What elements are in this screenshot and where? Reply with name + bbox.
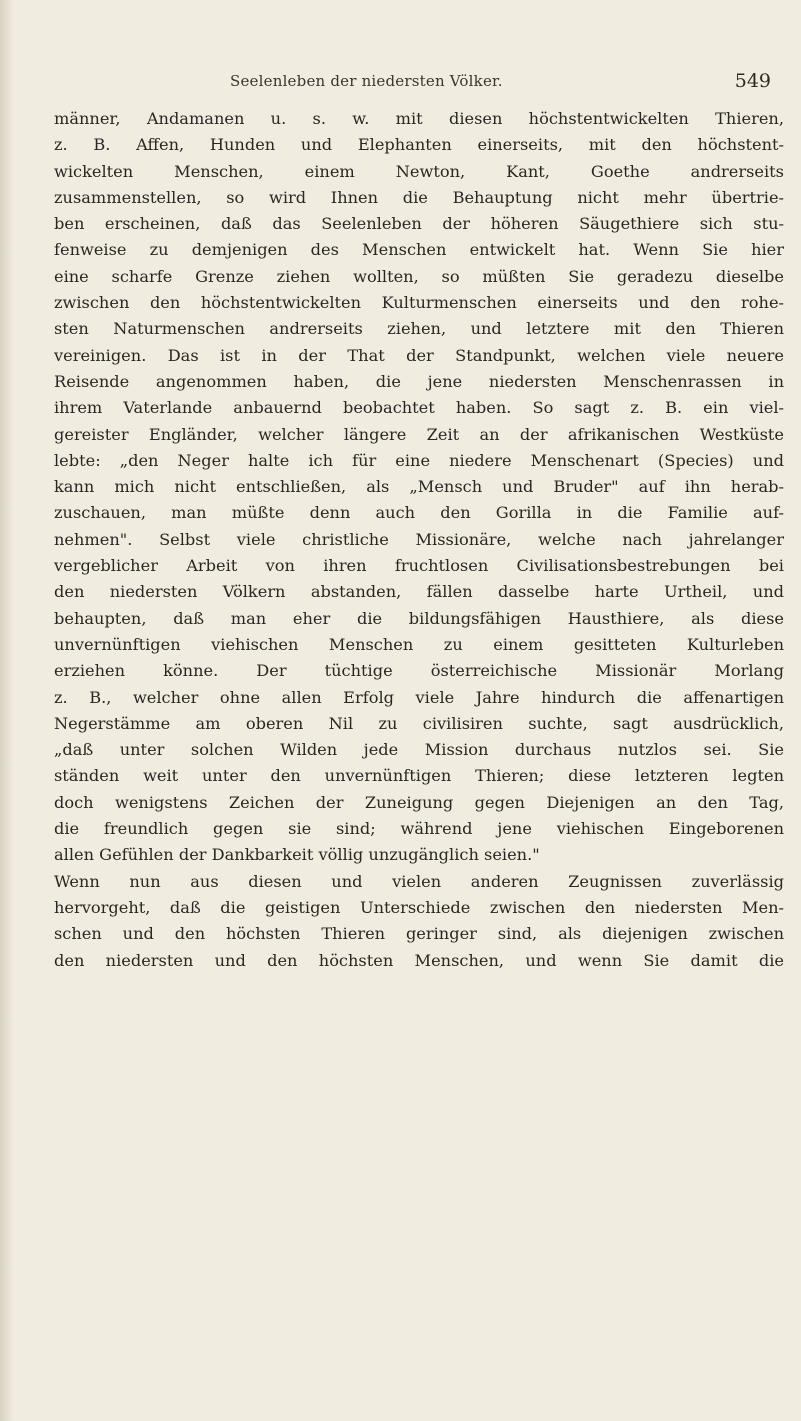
text-line: zwischen den höchstentwickelten Kulturmenschen einerseits und den rohe- bbox=[54, 293, 784, 313]
text-line: doch wenigstens Zeichen der Zuneigung gegen Diejenigen an den Tag, bbox=[54, 792, 784, 812]
text-line: Reisende angenommen haben, die jene niedersten Menschenrassen in bbox=[54, 371, 784, 391]
text-line: gereister Engländer, welcher längere Zeit an der afrikanischen Westküste bbox=[54, 424, 784, 444]
text-line: die freundlich gegen sie sind; während jene viehischen Eingeborenen bbox=[54, 819, 784, 839]
text-line: z. B. Affen, Hunden und Elephanten einerseits, mit den höchstent- bbox=[54, 135, 784, 155]
page-binding-shadow bbox=[0, 0, 14, 1421]
text-line: zuschauen, man müßte denn auch den Gorilla in die Familie auf- bbox=[54, 503, 784, 523]
text-line: z. B., welcher ohne allen Erfolg viele Jahre hindurch die affenartigen bbox=[54, 687, 784, 707]
text-line: sten Naturmenschen andrerseits ziehen, und letztere mit den Thieren bbox=[54, 319, 784, 339]
text-line: „daß unter solchen Wilden jede Mission durchaus nutzlos sei. Sie bbox=[54, 740, 784, 760]
text-line: den niedersten Völkern abstanden, fällen dasselbe harte Urtheil, und bbox=[54, 582, 784, 602]
text-line: schen und den höchsten Thieren geringer sind, als diejenigen zwischen bbox=[54, 924, 784, 944]
text-line: Wenn nun aus diesen und vielen anderen Zeugnissen zuverlässig bbox=[54, 871, 784, 891]
text-line: nehmen". Selbst viele christliche Missionäre, welche nach jahrelanger bbox=[54, 529, 784, 549]
text-line: ständen weit unter den unvernünftigen Thieren; diese letzteren legten bbox=[54, 766, 784, 786]
text-line: Negerstämme am oberen Nil zu civilisiren suchte, sagt ausdrücklich, bbox=[54, 713, 784, 733]
text-line: allen Gefühlen der Dankbarkeit völlig unzugänglich seien." bbox=[54, 845, 540, 865]
text-line: erziehen könne. Der tüchtige österreichische Missionär Morlang bbox=[54, 661, 784, 681]
text-line: hervorgeht, daß die geistigen Unterschiede zwischen den niedersten Men- bbox=[54, 897, 784, 917]
text-line: wickelten Menschen, einem Newton, Kant, Goethe andrerseits bbox=[54, 161, 784, 181]
text-line: behaupten, daß man eher die bildungsfähigen Hausthiere, als diese bbox=[54, 608, 784, 628]
text-line: eine scharfe Grenze ziehen wollten, so müßten Sie geradezu dieselbe bbox=[54, 266, 784, 286]
text-line: lebte: „den Neger halte ich für eine niedere Menschenart (Species) und bbox=[54, 450, 784, 470]
page-header bbox=[230, 70, 771, 96]
text-line: kann mich nicht entschließen, als „Mensch und Bruder" auf ihn herab- bbox=[54, 477, 784, 497]
page-number: 549 bbox=[734, 70, 771, 92]
text-line: den niedersten und den höchsten Menschen, und wenn Sie damit die bbox=[54, 950, 784, 970]
text-line: fenweise zu demjenigen des Menschen entwickelt hat. Wenn Sie hier bbox=[54, 240, 784, 260]
body-text bbox=[54, 106, 784, 974]
text-line: vereinigen. Das ist in der That der Standpunkt, welchen viele neuere bbox=[54, 345, 784, 365]
running-head: Seelenleben der niedersten Völker. bbox=[230, 72, 503, 90]
text-line: vergeblicher Arbeit von ihren fruchtlosen Civilisationsbestrebungen bei bbox=[54, 556, 784, 576]
text-line: zusammenstellen, so wird Ihnen die Behauptung nicht mehr übertrie- bbox=[54, 187, 784, 207]
text-line: ihrem Vaterlande anbauernd beobachtet haben. So sagt z. B. ein viel- bbox=[54, 398, 784, 418]
text-line: männer, Andamanen u. s. w. mit diesen höchstentwickelten Thieren, bbox=[54, 109, 784, 128]
text-line: unvernünftigen viehischen Menschen zu einem gesitteten Kulturleben bbox=[54, 634, 784, 654]
text-line: ben erscheinen, daß das Seelenleben der höheren Säugethiere sich stu- bbox=[54, 214, 784, 234]
